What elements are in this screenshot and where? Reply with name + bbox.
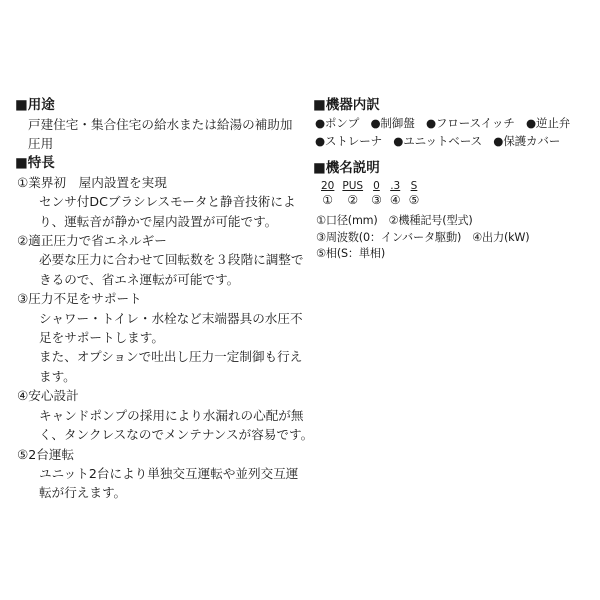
model-code-number: ① [322,193,334,207]
model-legend-line: ⑤相(S：単相) [316,247,386,260]
model-code-part: S [410,180,418,192]
model-code-number: ④ [389,193,401,207]
feature-item-5 [15,445,305,503]
model-code-number: ⑤ [408,193,420,207]
feature-item-4 [15,386,314,444]
model-code-number: ② [347,193,359,207]
feature-line: く、タンクレスなのでメンテナンスが容易です。 [39,427,314,443]
feature-line: 必要な圧力に合わせて回転数を３段階に調整で [39,252,304,268]
feature-title: ⑤2台運転 [17,446,75,462]
feature-line: り、運転音が静かで屋内設置が可能です。 [39,213,278,229]
model-heading: ■機名説明 [313,160,380,176]
feature-line: キャンドポンプの採用により水漏れの心配が無 [39,407,304,423]
equipment-heading: ■機器内訳 [313,97,380,113]
feature-line: ユニット2台により単独交互運転や並列交互運 [39,465,299,481]
feature-line: また、オプションで吐出し圧力一定制御も行え [39,349,303,365]
usage-heading: ■用途 [15,97,55,113]
feature-line: センサ付DCブラシレスモータと静音技術によ [39,194,296,210]
feature-title: ④安心設計 [17,388,79,404]
feature-line: きるので、省エネ運転が可能です。 [39,271,240,287]
feature-line: 足をサポートします。 [39,330,164,346]
usage-line: 圧用 [28,136,54,152]
equipment-row: ●ストレーナ ●ユニットベース ●保護カバー [315,133,561,148]
model-legend [313,213,588,263]
feature-item-2 [15,231,305,289]
feature-title: ③圧力不足をサポート [17,291,142,307]
feature-line: 転が行えます。 [39,485,127,501]
model-code-part: 0 [373,180,380,192]
model-code-number: ③ [371,193,382,207]
feature-line: ます。 [39,368,76,384]
model-code-part: 20 [321,180,335,192]
usage-line: 戸建住宅・集合住宅の給水または給湯の補助加 [28,117,293,132]
right-column [313,96,588,263]
feature-item-3 [15,289,305,386]
equipment-row: ●ポンプ ●制御盤 ●フロースイッチ ●逆止弁 [315,116,571,130]
feature-item-1 [15,173,305,231]
feature-title: ②適正圧力で省エネルギー [17,233,167,249]
features-heading: ■特長 [15,154,55,171]
left-column [15,96,314,503]
model-code-table [317,180,423,208]
feature-title: ①業界初 屋内設置を実現 [17,174,167,190]
model-code-part: PUS [342,180,364,192]
model-legend-line: ①口径(mm) ②機種記号(型式) [316,214,473,227]
feature-line: シャワー・トイレ・水栓など末端器具の水圧不 [39,310,303,326]
model-code-part: .3 [390,180,401,192]
model-legend-line: ③周波数(0：インバータ駆動) ④出力(kW) [316,230,530,244]
